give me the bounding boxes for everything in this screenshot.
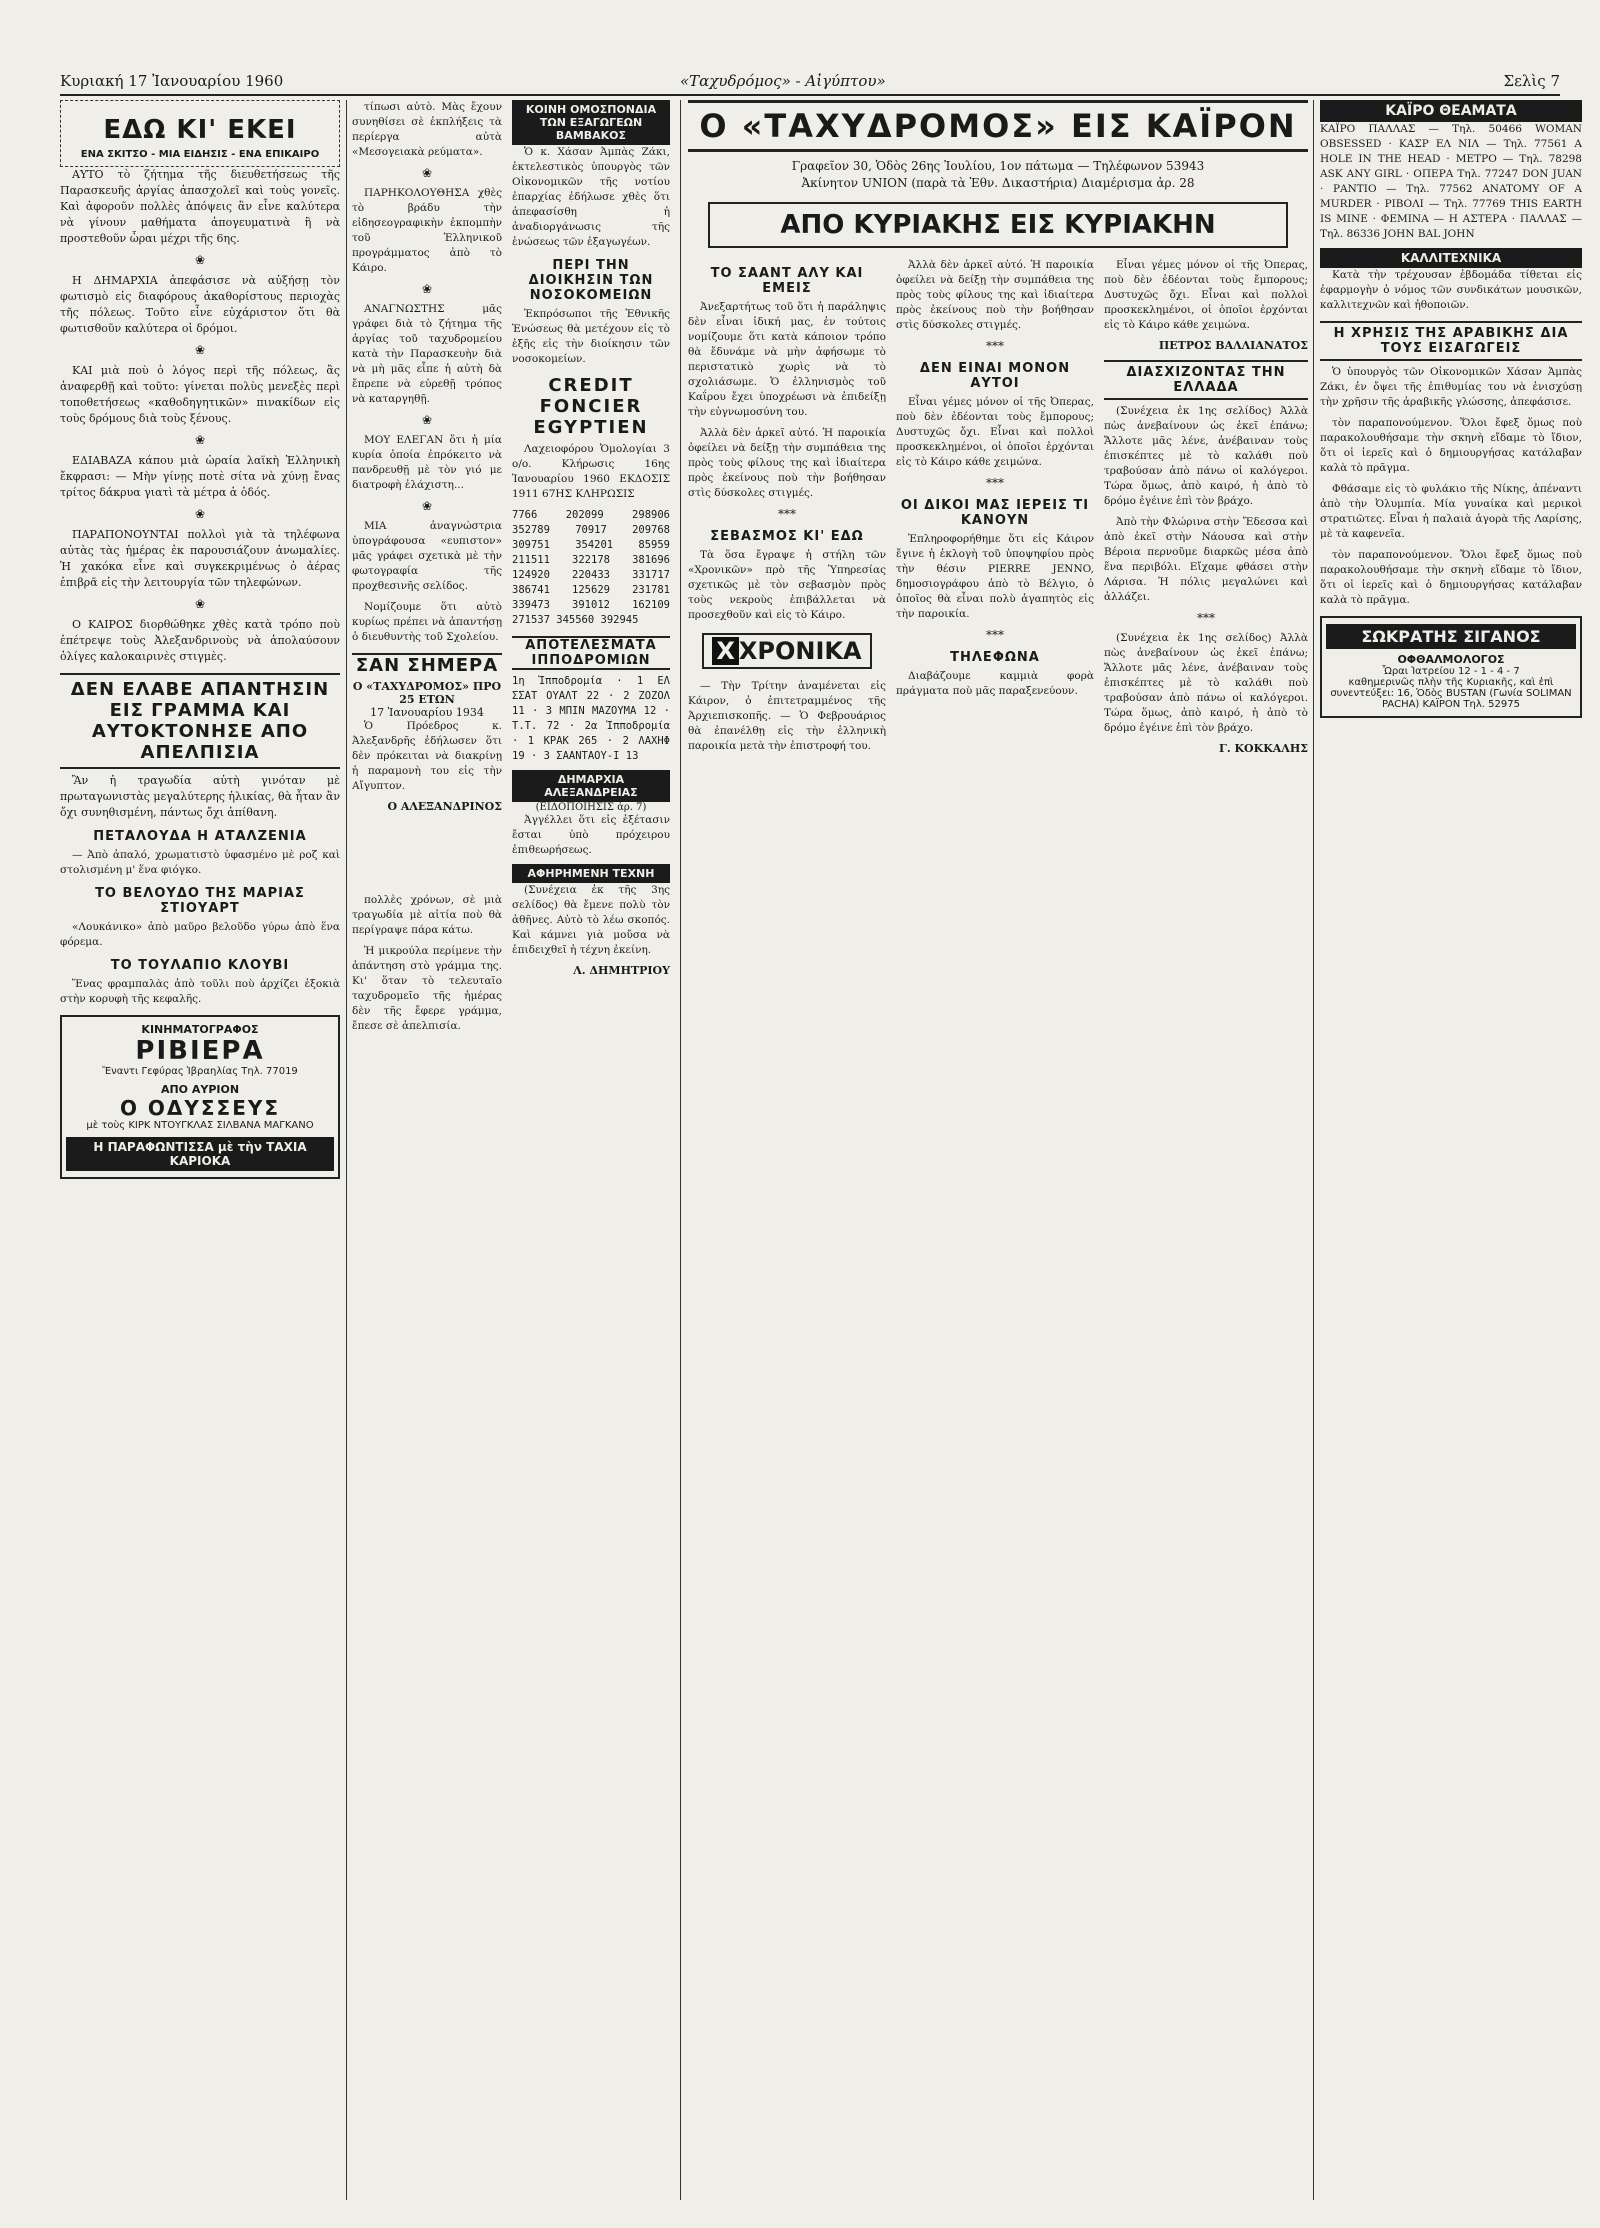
article-paragraph: ΑΝΑΓΝΩΣΤΗΣ μᾶς γράφει διὰ τὸ ζήτημα τῆς ἀργίας τοῦ ταχυδρομείου κατὰ τὴν Παρασκευὴν διὰ νὰ μὴ μᾶς εἶπε ἡ αὐτὴ δὰ ἔπρεπε νὰ εὑρεθῇ τρόπος νὰ καταργηθῇ. <box>352 303 502 405</box>
sunday-box-title: ΑΠΟ ΚΥΡΙΑΚΗΣ ΕΙΣ ΚΥΡΙΑΚΗΝ <box>708 202 1288 248</box>
article-paragraph: ΑΥΤΟ τὸ ζήτημα τῆς διευθετήσεως τῆς Παρασκευῆς ἀργίας ἀπασχολεῖ καὶ τοὺς γονεῖς. Καὶ ἀφοροῦν πολλὲς ἀπόψεις ἂν εἶνε καλύτερα νὰ γίνουν μαθήματα ἀπογευματινὰ ἢ νὰ προστεθοῦν ὧραι μέχρι τῆς 6ης. <box>60 168 340 245</box>
article-paragraph: Νομίζουμε ὅτι αὐτὸ κυρίως πρέπει νὰ ἀπαντήσῃ ὁ διευθυντὴς τοῦ Σχολείου. <box>352 601 502 643</box>
column-rule <box>1313 100 1314 2200</box>
column-3: Ο «ΤΑΧΥΔΡΟΜΟΣ» ΕΙΣ ΚΑΪΡΟΝ Γραφεῖον 30, Ὁδὸς 26ης Ἰουλίου, 1ον πάτωμα — Τηλέφωνον 53943 Ἀκίνητον UNION (παρὰ τὰ Ἐθν. Δικαστήρια) Διαμέρισμα ἀρ. 28 ΑΠΟ ΚΥΡΙΑΚΗΣ ΕΙΣ ΚΥΡΙΑΚΗΝ ΤΟ ΣΑΑΝΤ ΑΛΥ ΚΑΙ ΕΜΕΙΣ Ἀνεξαρτήτως τοῦ ὅτι ἡ παράληψις δὲν εἶναι ἰδική μας, ἐν τούτοις νομίζουμε ὅτι κατὰ κάποιον τρόπο θὰ ἔδυνάμε νὰ μὴν ἀφήσωμε τὸ περιστατικὸ χωρὶς νὰ τὸ σχολιάσωμε. Ὁ ἐλληνισμὸς τοῦ Καΐρου ἔχει ὑποχρέωσι νὰ ἐπιδείξῃ τὴν εὐγνωμοσύνη του. Ἀλλὰ δὲν ἀρκεῖ αὐτό. Ἡ παροικία ὀφείλει νὰ δείξῃ τὴν συμπάθεια της πρὸς τοὺς φίλους της καὶ ἰδιαίτερα πρὸς ἐκείνους ποὺ τὴν βοήθησαν στὶς δύσκολες στιγμές. *** ΣΕΒΑΣΜΟΣ ΚΙ' ΕΔΩ Τὰ ὅσα ἔγραψε ἡ στήλη τῶν «Χρονικῶν» πρὸ τῆς Ὑπηρεσίας σχετικῶς μὲ τὸν σεβασμὸν πρὸς τοὺς νεκροὺς ἐπιβάλλεται νὰ προσεχθοῦν καὶ εἰς τὸ Κάιρο. X ΧΡΟΝΙΚΑ — Τὴν Τρίτην ἀναμένεται εἰς Κάιρον, ὁ ἐπιτετραμμένος τῆς Ἀρχιεπισκοπῆς. — Ὁ Φεβρουάριος θὰ ἐπανέλθῃ εἰς τὴν ἑλληνικὴ παροικία μετὰ τὴν ἐπιστροφή του. Ἀλλὰ δὲν ἀρκεῖ αὐτό. Ἡ παροικία ὀφείλει νὰ δείξῃ τὴν συμπάθεια της πρὸς τοὺς φίλους της καὶ ἰδιαίτερα πρὸς ἐκείνους ποὺ τὴν βοήθησαν στὶς δύσκολες στιγμές. *** ΔΕΝ ΕΙΝΑΙ ΜΟΝΟΝ ΑΥΤΟΙ Εἶναι γέμες μόνον οἱ τῆς Ὀπερας, ποὺ δὲν ἐδέονται τοὺς ἔμπορους; Δυστυχῶς ὄχι. Εἶναι καὶ πολλοὶ προσκεκλημένοι, οἱ ὁποῖοι ἐρχόνται εἰς τὸ Κάιρο κάθε χειμώνα. *** ΟΙ ΔΙΚΟΙ ΜΑΣ ΙΕΡΕΙΣ ΤΙ ΚΑΝΟΥΝ Ἐπληροφορήθημε ὅτι εἰς Κάιρον ἔγινε ἡ ἐκλογὴ τοῦ ὑποψηφίου πρὸς τὴν θέσιν PIERRE JENNO, δημοσιογράφου ἀπὸ τὸ Βέλγιο, ὁ ὁποῖος θὰ εἶναι πολὺ ἀγαπητὸς εἰς τὴν παροικία. *** ΤΗΛΕΦΩΝΑ Διαβάζουμε καμμιὰ φορὰ πράγματα ποὺ μᾶς παραξενεύουν. Εἶναι γέμες μόνον οἱ τῆς Ὀπερας, ποὺ δὲν ἐδέονται τοὺς ἔμπορους; Δυστυχῶς ὄχι. Εἶναι καὶ πολλοὶ προσκεκλημένοι, οἱ ὁποῖοι ἐρχόνται εἰς τὸ Κάιρο κάθε χειμώνα. ΠΕΤΡΟΣ ΒΑΛΛΙΑΝΑΤΟΣ ΔΙΑΣΧΙΖΟΝΤΑΣ ΤΗΝ ΕΛΛΑΔΑ (Συνέχεια ἐκ 1ης σελίδος) Ἀλλὰ πὼς ἀνεβαίνουν ὡς ἐκεῖ ἐπάνω; Ἄλλοτε μᾶς λένε, ἀνέβαιναν τοὺς ἐπισκέπτες μὲ τὸ καλάθι ποὺ τραβούσαν ἀπὸ πάνω οἱ καλόγεροι. Τώρα ὅμως, ἀπὸ καιρό, ἡ ἀπὸ τὸ δρόμο ἐγέινε ἐπὶ τὸν βράχο. Ἀπὸ τὴν Φλώρινα στὴν Ἔδεσσα καὶ ἀπὸ ἐκεῖ στὴν Νάουσα καὶ στὴν Βέροια περνοῦμε διαρκῶς μέσα ἀπὸ ἕνα περιβόλι. Εἴχαμε φθάσει στὴν Λάρισα. Ἡ πόλις μεγαλώνει καὶ ἀλλάζει. *** (Συνέχεια ἐκ 1ης σελίδος) Ἀλλὰ πὼς ἀνεβαίνουν ὡς ἐκεῖ ἐπάνω; Ἄλλοτε μᾶς λένε, ἀνέβαιναν τοὺς ἐπισκέπτες μὲ τὸ καλάθι ποὺ τραβούσαν ἀπὸ πάνω οἱ καλόγεροι. Τώρα ὅμως, ἀπὸ καιρό, ἡ ἀπὸ τὸ δρόμο ἐγέινε ἐπὶ τὸν βράχο. Γ. ΚΟΚΚΑΛΗΣ <box>688 100 1308 2210</box>
section-header: ΚΟΙΝΗ ΟΜΟΣΠΟΝΔΙΑ ΤΩΝ ΕΞΑΓΩΓΕΩΝ ΒΑΜΒΑΚΟΣ <box>512 100 670 145</box>
section-title: ΕΔΩ ΚΙ' ΕΚΕΙ <box>103 115 297 145</box>
subhead: ΠΕΡΙ ΤΗΝ ΔΙΟΙΚΗΣΙΝ ΤΩΝ ΝΟΣΟΚΟΜΕΙΩΝ <box>528 258 654 303</box>
subhead: ΤΗΛΕΦΩΝΑ <box>950 650 1040 665</box>
column-rule <box>680 100 681 2200</box>
horse-results: 1η Ἱπποδρομία · 1 ΕΛ ΣΣΑΤ ΟΥΑΛΤ 22 · 2 ΖΟΖΟΛ 11 · 3 ΜΠΙΝ ΜΑΖΟΥΜΑ 12 · Τ.Τ. 72 · 2α Ἱπποδρομία · 1 ΚΡΑΚ 265 · 2 ΛΑΧΗΦ 19 · 3 ΣΑΑΝΤΑΟΥ-Ι 13 <box>512 675 670 762</box>
article-paragraph: τίπωσι αὐτὸ. Μὰς ἔχουν συνηθίσει σὲ ἐκπλήξεις τὰ περίεργα αὐτὰ «Μεσογειακὰ ρεύματα». <box>352 101 502 158</box>
column-4: ΚΑΪΡΟ ΘΕΑΜΑΤΑ ΚΑΪΡΟ ΠΑΛΛΑΣ — Τηλ. 50466 WOMAN OBSESSED · ΚΑΣΡ ΕΛ ΝΙΛ — Τηλ. 77561 A HOLE IN THE HEAD · ΜΕΤΡΟ — Τηλ. 78298 ASK ANY GIRL · ΟΠΕΡΑ Τηλ. 77247 DON JUAN · ΡΑΝΤΙΟ — Τηλ. 77562 ANATOMY OF A MURDER · ΡΙΒΟΛΙ — Τηλ. 77769 THIS EARTH IS MINE · ΦΕΜΙΝΑ — Η ΑΣΤΕΡΑ · ΠΑΛΛΑΣ — Τηλ. 86336 JOHN BAL JOHN ΚΑΛΛΙΤΕΧΝΙΚΑ Κατὰ τὴν τρέχουσαν ἑβδομάδα τίθεται εἰς ἐφαρμογὴν ὁ νόμος τῶν συνδικάτων μουσικῶν, καλλιτεχνῶν καὶ ἠθοποιῶν. Η ΧΡΗΣΙΣ ΤΗΣ ΑΡΑΒΙΚΗΣ ΔΙΑ ΤΟΥΣ ΕΙΣΑΓΩΓΕΙΣ Ὁ ὑπουργὸς τῶν Οἰκονομικῶν Χάσαν Ἀμπὰς Ζάκι, ἐν ὄψει τῆς ἐπιθυμίας του νὰ ἐνισχύσῃ τὴν χρῆσιν τῆς ἀραβικῆς γλώσσης, ἀπεφάσισε. τὸν παραπονούμενον. Ὅλοι ἔφεξ ὅμως ποὺ παρακολουθήσαμε τὴν σκηνὴ εἴδαμε τὸ ἴδιον, ὅτι οἱ ἱερεῖς καὶ ὁ δημιουργήσας κατάλαβαν καλὰ τὸ πρᾶγμα. Φθάσαμε εἰς τὸ φυλάκιο τῆς Νίκης, ἀπέναντι ἀπὸ τὴν Ὀλυμπία. Μία γυναίκα καὶ μερικοὶ στρατιῶτες. Εἶναι ἡ παλαιὰ ἀγορὰ τῆς Λαρίσης, μὲ τὰ καφενεῖα. τὸν παραπονούμενον. Ὅλοι ἔφεξ ὅμως ποὺ παρακολουθήσαμε τὴν σκηνὴ εἴδαμε τὸ ἴδιον, ὅτι οἱ ἱερεῖς καὶ ὁ δημιουργήσας κατάλαβαν καλὰ τὸ πρᾶγμα. ΣΩΚΡΑΤΗΣ ΣΙΓΑΝΟΣ ΟΦΘΑΛΜΟΛΟΓΟΣ Ὧραι Ἰατρείου 12 - 1 - 4 - 7 καθημερινῶς πλὴν τῆς Κυριακῆς, καὶ ἐπὶ συνεντεύξει: 16, Ὁδὸς BUSTAN (Γωνία SOLIMAN PACHA) ΚΑΪΡΟΝ Τηλ. 52975 <box>1320 100 1582 2210</box>
edo-ki-ekei-box <box>60 100 340 167</box>
page-header <box>60 72 1560 96</box>
subhead: ΔΕΝ ΕΙΝΑΙ ΜΟΝΟΝ ΑΥΤΟΙ <box>919 361 1071 391</box>
cinema-listings: ΚΑΪΡΟ ΠΑΛΛΑΣ — Τηλ. 50466 WOMAN OBSESSED · ΚΑΣΡ ΕΛ ΝΙΛ — Τηλ. 77561 A HOLE IN THE HEAD · ΜΕΤΡΟ — Τηλ. 78298 ASK ANY GIRL · ΟΠΕΡΑ Τηλ. 77247 DON JUAN · ΡΑΝΤΙΟ — Τηλ. 77562 ANATOMY OF A MURDER · ΡΙΒΟΛΙ — Τηλ. 77769 THIS EARTH IS MINE · ΦΕΜΙΝΑ — Η ΑΣΤΕΡΑ · ΠΑΛΛΑΣ — Τηλ. 86336 JOHN BAL JOHN <box>1320 123 1582 240</box>
subhead: Η ΧΡΗΣΙΣ ΤΗΣ ΑΡΑΒΙΚΗΣ ΔΙΑ ΤΟΥΣ ΕΙΣΑΓΩΓΕΙΣ <box>1320 321 1582 361</box>
article-paragraph: ΕΔΙΑΒΑΖΑ κάπου μιὰ ὡραία λαϊκὴ Ἑλληνικὴ ἔκφρασι: — Μὴν γίνῃς ποτὲ σίτα νὰ χύνῃ ἔνας τρίτος δάκρυα γιατὶ τὰ μέτρα ἁ ὁδός. <box>60 454 340 499</box>
article-paragraph: ΠΑΡΑΠΟΝΟΥΝΤΑΙ πολλοὶ γιὰ τὰ τηλέφωνα αὐτὰς τὰς ἡμέρας ἐκ παρουσιάζουν ἀνωμαλίες. Ἡ χακόκα εἶνε καὶ συγκεκριμένως ὁ ἀέρας ἐπιβρᾶ εἰς τὴν λειτουργία τῶν τηλεφώνων. <box>60 528 340 589</box>
cinema-listings-title: ΚΑΪΡΟ ΘΕΑΜΑΤΑ <box>1320 100 1582 122</box>
cairo-masthead: Ο «ΤΑΧΥΔΡΟΜΟΣ» ΕΙΣ ΚΑΪΡΟΝ <box>688 100 1308 152</box>
subhead: ΟΙ ΔΙΚΟΙ ΜΑΣ ΙΕΡΕΙΣ ΤΙ ΚΑΝΟΥΝ <box>900 498 1090 528</box>
column-rule <box>346 100 347 2200</box>
subhead: ΠΕΤΑΛΟΥΔΑ Η ΑΤΑΛΖΕΝΙΑ <box>93 829 307 844</box>
article-paragraph: ΜΙΑ ἀναγνώστρια ὑπογράφουσα «ευπιστον» μᾶς γράφει σχετικὰ μὲ τὴν φωτογραφία τῆς προχθεσινῆς σελίδος. <box>352 520 502 592</box>
lottery-numbers: 7766 202099 298906 352789 70917 209768 309751 354201 85959 211511 322178 381696 124920 220433 331717 386741 125629 231781 339473 391012 162109 271537 345560 392945 <box>512 509 670 626</box>
subhead: ΣΕΒΑΣΜΟΣ ΚΙ' ΕΔΩ <box>710 529 864 544</box>
doctor-ad: ΣΩΚΡΑΤΗΣ ΣΙΓΑΝΟΣ ΟΦΘΑΛΜΟΛΟΓΟΣ Ὧραι Ἰατρείου 12 - 1 - 4 - 7 καθημερινῶς πλὴν τῆς Κυριακῆς, καὶ ἐπὶ συνεντεύξει: 16, Ὁδὸς BUSTAN (Γωνία SOLIMAN PACHA) ΚΑΪΡΟΝ Τηλ. 52975 <box>1320 616 1582 718</box>
anniversary-title: ΣΑΝ ΣΗΜΕΡΑ <box>352 653 502 676</box>
section-subtitle: ΕΝΑ ΣΚΙΤΣΟ - ΜΙΑ ΕΙΔΗΣΙΣ - ΕΝΑ ΕΠΙΚΑΙΡΟ <box>80 149 320 160</box>
film-title: Ο ΟΔΥΣΣΕΥΣ <box>119 1096 281 1120</box>
article-paragraph: ΚΑΙ μιὰ ποὺ ὁ λόγος περὶ τῆς πόλεως, ἂς ἀναφερθῇ καὶ τοῦτο: γίνεται πολὺς μενεξὲς περὶ τοποθετήσεως «καθοδηγητικῶν» πινακίδων εἰς τοὺς δρόμους διὰ τοὺς ξένους. <box>60 364 340 425</box>
article-paragraph: Ο ΚΑΙΡΟΣ διορθώθηκε χθὲς κατὰ τρόπο ποὺ ἐπέτρεψε τοὺς Ἀλεξανδρινοὺς νὰ ἀπολαύσουν ὀλίγες καλοκαιρινὲς στιγμὲς. <box>60 618 340 663</box>
page-number: Σελὶς 7 <box>1503 72 1560 90</box>
cairo-address: Γραφεῖον 30, Ὁδὸς 26ης Ἰουλίου, 1ον πάτωμα — Τηλέφωνον 53943 Ἀκίνητον UNION (παρὰ τὰ Ἐθν. Δικαστήρια) Διαμέρισμα ἀρ. 28 <box>791 159 1205 190</box>
subhead: ΤΟ ΒΕΛΟΥΔΟ ΤΗΣ ΜΑΡΙΑΣ ΣΤΙΟΥΑΡΤ <box>95 886 305 916</box>
article-paragraph: ΜΟΥ ΕΛΕΓΑΝ ὅτι ἡ μία κυρία ὁποία ἐπρόκειτο νὰ πανδρευθῇ μὲ τὸν γιό με διατροφὴ ἐλάχιστη... <box>352 434 502 491</box>
paper-name: «Ταχυδρόμος» - Αἰγύπτου» <box>680 72 886 90</box>
xronika-title: X ΧΡΟΝΙΚΑ <box>702 633 871 669</box>
article-paragraph: Ἂν ἡ τραγωδία αὐτὴ γινόταν μὲ πρωταγωνιστὰς μεγαλύτερης ἡλικίας, θὰ ἦταν ἂν ὄχι συνηθισμένη, πάντως ὄχι ἀπίθανη. <box>60 774 340 819</box>
article-paragraph: Η ΔΗΜΑΡΧΙΑ ἀπεφάσισε νὰ αὐξήσῃ τὸν φωτισμὸ εἰς διαφόρους ἀκαθορίστους περιοχὰς τῆς πόλεως. Τοῦτο εἶνε εὐχάριστον ὅτι θὰ φωτισθοῦν καλύτερα οἱ δρόμοι. <box>60 274 340 335</box>
article-paragraph: ΠΑΡΗΚΟΛΟΥΘΗΣΑ χθὲς τὸ βράδυ τὴν εἰδησεογραφικὴν ἐκπομπὴν τοῦ Ἑλληνικοῦ προγράμματος ἀπὸ τὸ Κάιρο. <box>352 187 502 274</box>
subhead: ΤΟ ΤΟΥΛΑΠΙΟ ΚΛΟΥΒΙ <box>110 958 290 973</box>
credit-foncier-title: CREDIT FONCIER EGYPTIEN <box>533 375 649 438</box>
banner-headline: ΔΕΝ ΕΛΑΒΕ ΑΠΑΝΤΗΣΙΝ ΕΙΣ ΓΡΑΜΜΑ ΚΑΙ ΑΥΤΟΚΤΟΝΗΣΕ ΑΠΟ ΑΠΕΛΠΙΣΙΑ <box>60 673 340 769</box>
subhead: ΔΙΑΣΧΙΖΟΝΤΑΣ ΤΗΝ ΕΛΛΑΔΑ <box>1104 360 1308 400</box>
horse-results-title: ΑΠΟΤΕΛΕΣΜΑΤΑ ΙΠΠΟΔΡΟΜΙΩΝ <box>512 636 670 670</box>
subhead: ΤΟ ΣΑΑΝΤ ΑΛΥ ΚΑΙ ΕΜΕΙΣ <box>710 266 864 296</box>
column-1: ΕΔΩ ΚΙ' ΕΚΕΙ ΕΝΑ ΣΚΙΤΣΟ - ΜΙΑ ΕΙΔΗΣΙΣ - ΕΝΑ ΕΠΙΚΑΙΡΟ ΑΥΤΟ τὸ ζήτημα τῆς διευθετήσεως τῆς Παρασκευῆς ἀργίας ἀπασχολεῖ καὶ τοὺς γονεῖς. Καὶ ἀφοροῦν πολλὲς ἀπόψεις ἂν εἶνε καλύτερα νὰ γίνουν μαθήματα ἀπογευματινὰ ἢ νὰ προστεθοῦν ὧραι μέχρι τῆς 6ης. ❀ Η ΔΗΜΑΡΧΙΑ ἀπεφάσισε νὰ αὐξήσῃ τὸν φωτισμὸ εἰς διαφόρους ἀκαθορίστους περιοχὰς τῆς πόλεως. Τοῦτο εἶνε εὐχάριστον ὅτι θὰ φωτισθοῦν καλύτερα οἱ δρόμοι. ❀ ΚΑΙ μιὰ ποὺ ὁ λόγος περὶ τῆς πόλεως, ἂς ἀναφερθῇ καὶ τοῦτο: γίνεται πολὺς μενεξὲς περὶ τοποθετήσεως «καθοδηγητικῶν» πινακίδων εἰς τοὺς δρόμους διὰ τοὺς ξένους. ❀ ΕΔΙΑΒΑΖΑ κάπου μιὰ ὡραία λαϊκὴ Ἑλληνικὴ ἔκφρασι: — Μὴν γίνῃς ποτὲ σίτα νὰ χύνῃ ἔνας τρίτος δάκρυα γιατὶ τὰ μέτρα ἁ ὁδός. ❀ ΠΑΡΑΠΟΝΟΥΝΤΑΙ πολλοὶ γιὰ τὰ τηλέφωνα αὐτὰς τὰς ἡμέρας ἐκ παρουσιάζουν ἀνωμαλίες. Ἡ χακόκα εἶνε καὶ συγκεκριμένως ὁ ἀέρας ἐπιβρᾶ εἰς τὴν λειτουργία τῶν τηλεφώνων. ❀ Ο ΚΑΙΡΟΣ διορθώθηκε χθὲς κατὰ τρόπο ποὺ ἐπέτρεψε τοὺς Ἀλεξανδρινοὺς νὰ ἀπολαύσουν ὀλίγες καλοκαιρινὲς στιγμὲς. ΔΕΝ ΕΛΑΒΕ ΑΠΑΝΤΗΣΙΝ ΕΙΣ ΓΡΑΜΜΑ ΚΑΙ ΑΥΤΟΚΤΟΝΗΣΕ ΑΠΟ ΑΠΕΛΠΙΣΙΑ Ἂν ἡ τραγωδία αὐτὴ γινόταν μὲ πρωταγωνιστὰς μεγαλύτερης ἡλικίας, θὰ ἦταν ἂν ὄχι συνηθισμένη, πάντως ὄχι ἀπίθανη. ΠΕΤΑΛΟΥΔΑ Η ΑΤΑΛΖΕΝΙΑ — Ἀπὸ ἀπαλό, χρωματιστὸ ὑφασμένο μὲ ροζ καὶ στολισμένη μ' ἕνα φιόγκο. ΤΟ ΒΕΛΟΥΔΟ ΤΗΣ ΜΑΡΙΑΣ ΣΤΙΟΥΑΡΤ «Λουκάνικο» ἀπὸ μαῦρο βελοῦδο γύρω ἀπὸ ἕνα φόρεμα. ΤΟ ΤΟΥΛΑΠΙΟ ΚΛΟΥΒΙ Ἕνας φραμπαλὰς ἀπὸ τοῦλι ποὺ ἀρχίζει ἐξοκιὰ στὴν κορυφὴ τῆς κεφαλῆς. ΚΙΝΗΜΑΤΟΓΡΑΦΟΣ ΡΙΒΙΕΡΑ Ἔναντι Γεφύρας Ἰβραηλίας Τηλ. 77019 ΑΠΟ ΑΥΡΙΟΝ Ο ΟΔΥΣΣΕΥΣ μὲ τοὺς ΚΙΡΚ ΝΤΟΥΓΚΛΑΣ ΣΙΛΒΑΝΑ ΜΑΓΚΑΝΟ Η ΠΑΡΑΦΩΝΤΙΣΣΑ μὲ τὴν ΤΑΧΙΑ ΚΑΡΙΟΚΑ <box>60 100 340 2210</box>
issue-date: Κυριακή 17 Ἰανουαρίου 1960 <box>60 72 284 90</box>
column-2: τίπωσι αὐτὸ. Μὰς ἔχουν συνηθίσει σὲ ἐκπλήξεις τὰ περίεργα αὐτὰ «Μεσογειακὰ ρεύματα». ❀ ΠΑΡΗΚΟΛΟΥΘΗΣΑ χθὲς τὸ βράδυ τὴν εἰδησεογραφικὴν ἐκπομπὴν τοῦ Ἑλληνικοῦ προγράμματος ἀπὸ τὸ Κάιρο. ❀ ΑΝΑΓΝΩΣΤΗΣ μᾶς γράφει διὰ τὸ ζήτημα τῆς ἀργίας τοῦ ταχυδρομείου κατὰ τὴν Παρασκευὴν διὰ νὰ μὴ μᾶς εἶπε ἡ αὐτὴ δὰ ἔπρεπε νὰ εὑρεθῇ τρόπος νὰ καταργηθῇ. ❀ ΜΟΥ ΕΛΕΓΑΝ ὅτι ἡ μία κυρία ὁποία ἐπρόκειτο νὰ πανδρευθῇ μὲ τὸν γιό με διατροφὴ ἐλάχιστη... ❀ ΜΙΑ ἀναγνώστρια ὑπογράφουσα «ευπιστον» μᾶς γράφει σχετικὰ μὲ τὴν φωτογραφία τῆς προχθεσινῆς σελίδος. Νομίζουμε ὅτι αὐτὸ κυρίως πρέπει νὰ ἀπαντήσῃ ὁ διευθυντὴς τοῦ Σχολείου. ΣΑΝ ΣΗΜΕΡΑ Ο «ΤΑΧΥΔΡΟΜΟΣ» ΠΡΟ 25 ΕΤΩΝ 17 Ἰανουαρίου 1934 Ὁ Πρόεδρος κ. Ἀλεξανδρῆς ἐδήλωσεν ὅτι δὲν πρόκειται νὰ διακρίνῃ ἡ παραμονὴ του εἰς τὴν Αἴγυπτον. Ο ΑΛΕΞΑΝΔΡΙΝΟΣ πολλὲς χρόνων, σὲ μιὰ τραγωδία μὲ αἰτία ποὺ θὰ περίγραψε πάρα κάτω. Ἡ μικρούλα περίμενε τὴν ἀπάντηση στὸ γράμμα της. Κι' ὅταν τὸ τελευταῖο ταχυδρομεῖο τῆς ἡμέρας δὲν τῆς ἔφερε γράμμα, ἔπεσε σὲ ἀπελπισία. ΚΟΙΝΗ ΟΜΟΣΠΟΝΔΙΑ ΤΩΝ ΕΞΑΓΩΓΕΩΝ ΒΑΜΒΑΚΟΣ Ὁ κ. Χάσαν Ἀμπὰς Ζάκι, ἐκτελεστικὸς ὑπουργὸς τῶν Οἰκονομικῶν τῆς νοτίου ἐπαρχίας ἐδήλωσε χθὲς ὅτι ἀπεφασίσθη ἡ ἀναδιοργάνωσις τῆς ἑνώσεως τῶν ἐξαγωγέων. ΠΕΡΙ ΤΗΝ ΔΙΟΙΚΗΣΙΝ ΤΩΝ ΝΟΣΟΚΟΜΕΙΩΝ Ἐκπρόσωποι τῆς Ἐθνικῆς Ἑνώσεως θὰ μετέχουν εἰς τὸ ἑξῆς εἰς τὴν διοίκησιν τῶν νοσοκομείων. CREDIT FONCIER EGYPTIEN Λαχειοφόρου Ὁμολογίαι 3 ο/ο. Κλήρωσις 16ης Ἰανουαρίου 1960 ΕΚΔΟΣΙΣ 1911 67ΗΣ ΚΛΗΡΩΣΙΣ 7766 202099 298906 352789 70917 209768 309751 354201 85959 211511 322178 381696 124920 220433 331717 386741 125629 231781 339473 391012 162109 271537 345560 392945 ΑΠΟΤΕΛΕΣΜΑΤΑ ΙΠΠΟΔΡΟΜΙΩΝ 1η Ἱπποδρομία · 1 ΕΛ ΣΣΑΤ ΟΥΑΛΤ 22 · 2 ΖΟΖΟΛ 11 · 3 ΜΠΙΝ ΜΑΖΟΥΜΑ 12 · Τ.Τ. 72 · 2α Ἱπποδρομία · 1 ΚΡΑΚ 265 · 2 ΛΑΧΗΦ 19 · 3 ΣΑΑΝΤΑΟΥ-Ι 13 ΔΗΜΑΡΧΙΑ ΑΛΕΞΑΝΔΡΕΙΑΣ (ΕΙΔΟΠΟΙΗΣΙΣ ἀρ. 7) Ἀγγέλλει ὅτι εἰς ἐξέτασιν ἔσται ὑπὸ πρόχειρου ἐπιθεωρήσεως. ΑΦΗΡΗΜΕΝΗ ΤΕΧΝΗ (Συνέχεια ἐκ τῆς 3ης σελίδος) θὰ ἔμενε πολὺ τὸν ἀθῆνες. Αὐτὸ τὸ λέω σκοπός. Καὶ κάμνει γιὰ μοὔσα νὰ ἐπιδειχθεῖ ἡ τέχνη ἐκείνη. Λ. ΔΗΜΗΤΡΙΟΥ <box>352 101 670 1032</box>
cinema-ad-riviera: ΚΙΝΗΜΑΤΟΓΡΑΦΟΣ ΡΙΒΙΕΡΑ Ἔναντι Γεφύρας Ἰβραηλίας Τηλ. 77019 ΑΠΟ ΑΥΡΙΟΝ Ο ΟΔΥΣΣΕΥΣ μὲ τοὺς ΚΙΡΚ ΝΤΟΥΓΚΛΑΣ ΣΙΛΒΑΝΑ ΜΑΓΚΑΝΟ Η ΠΑΡΑΦΩΝΤΙΣΣΑ μὲ τὴν ΤΑΧΙΑ ΚΑΡΙΟΚΑ <box>60 1015 340 1179</box>
cinema-name: ΡΙΒΙΕΡΑ <box>135 1036 265 1066</box>
